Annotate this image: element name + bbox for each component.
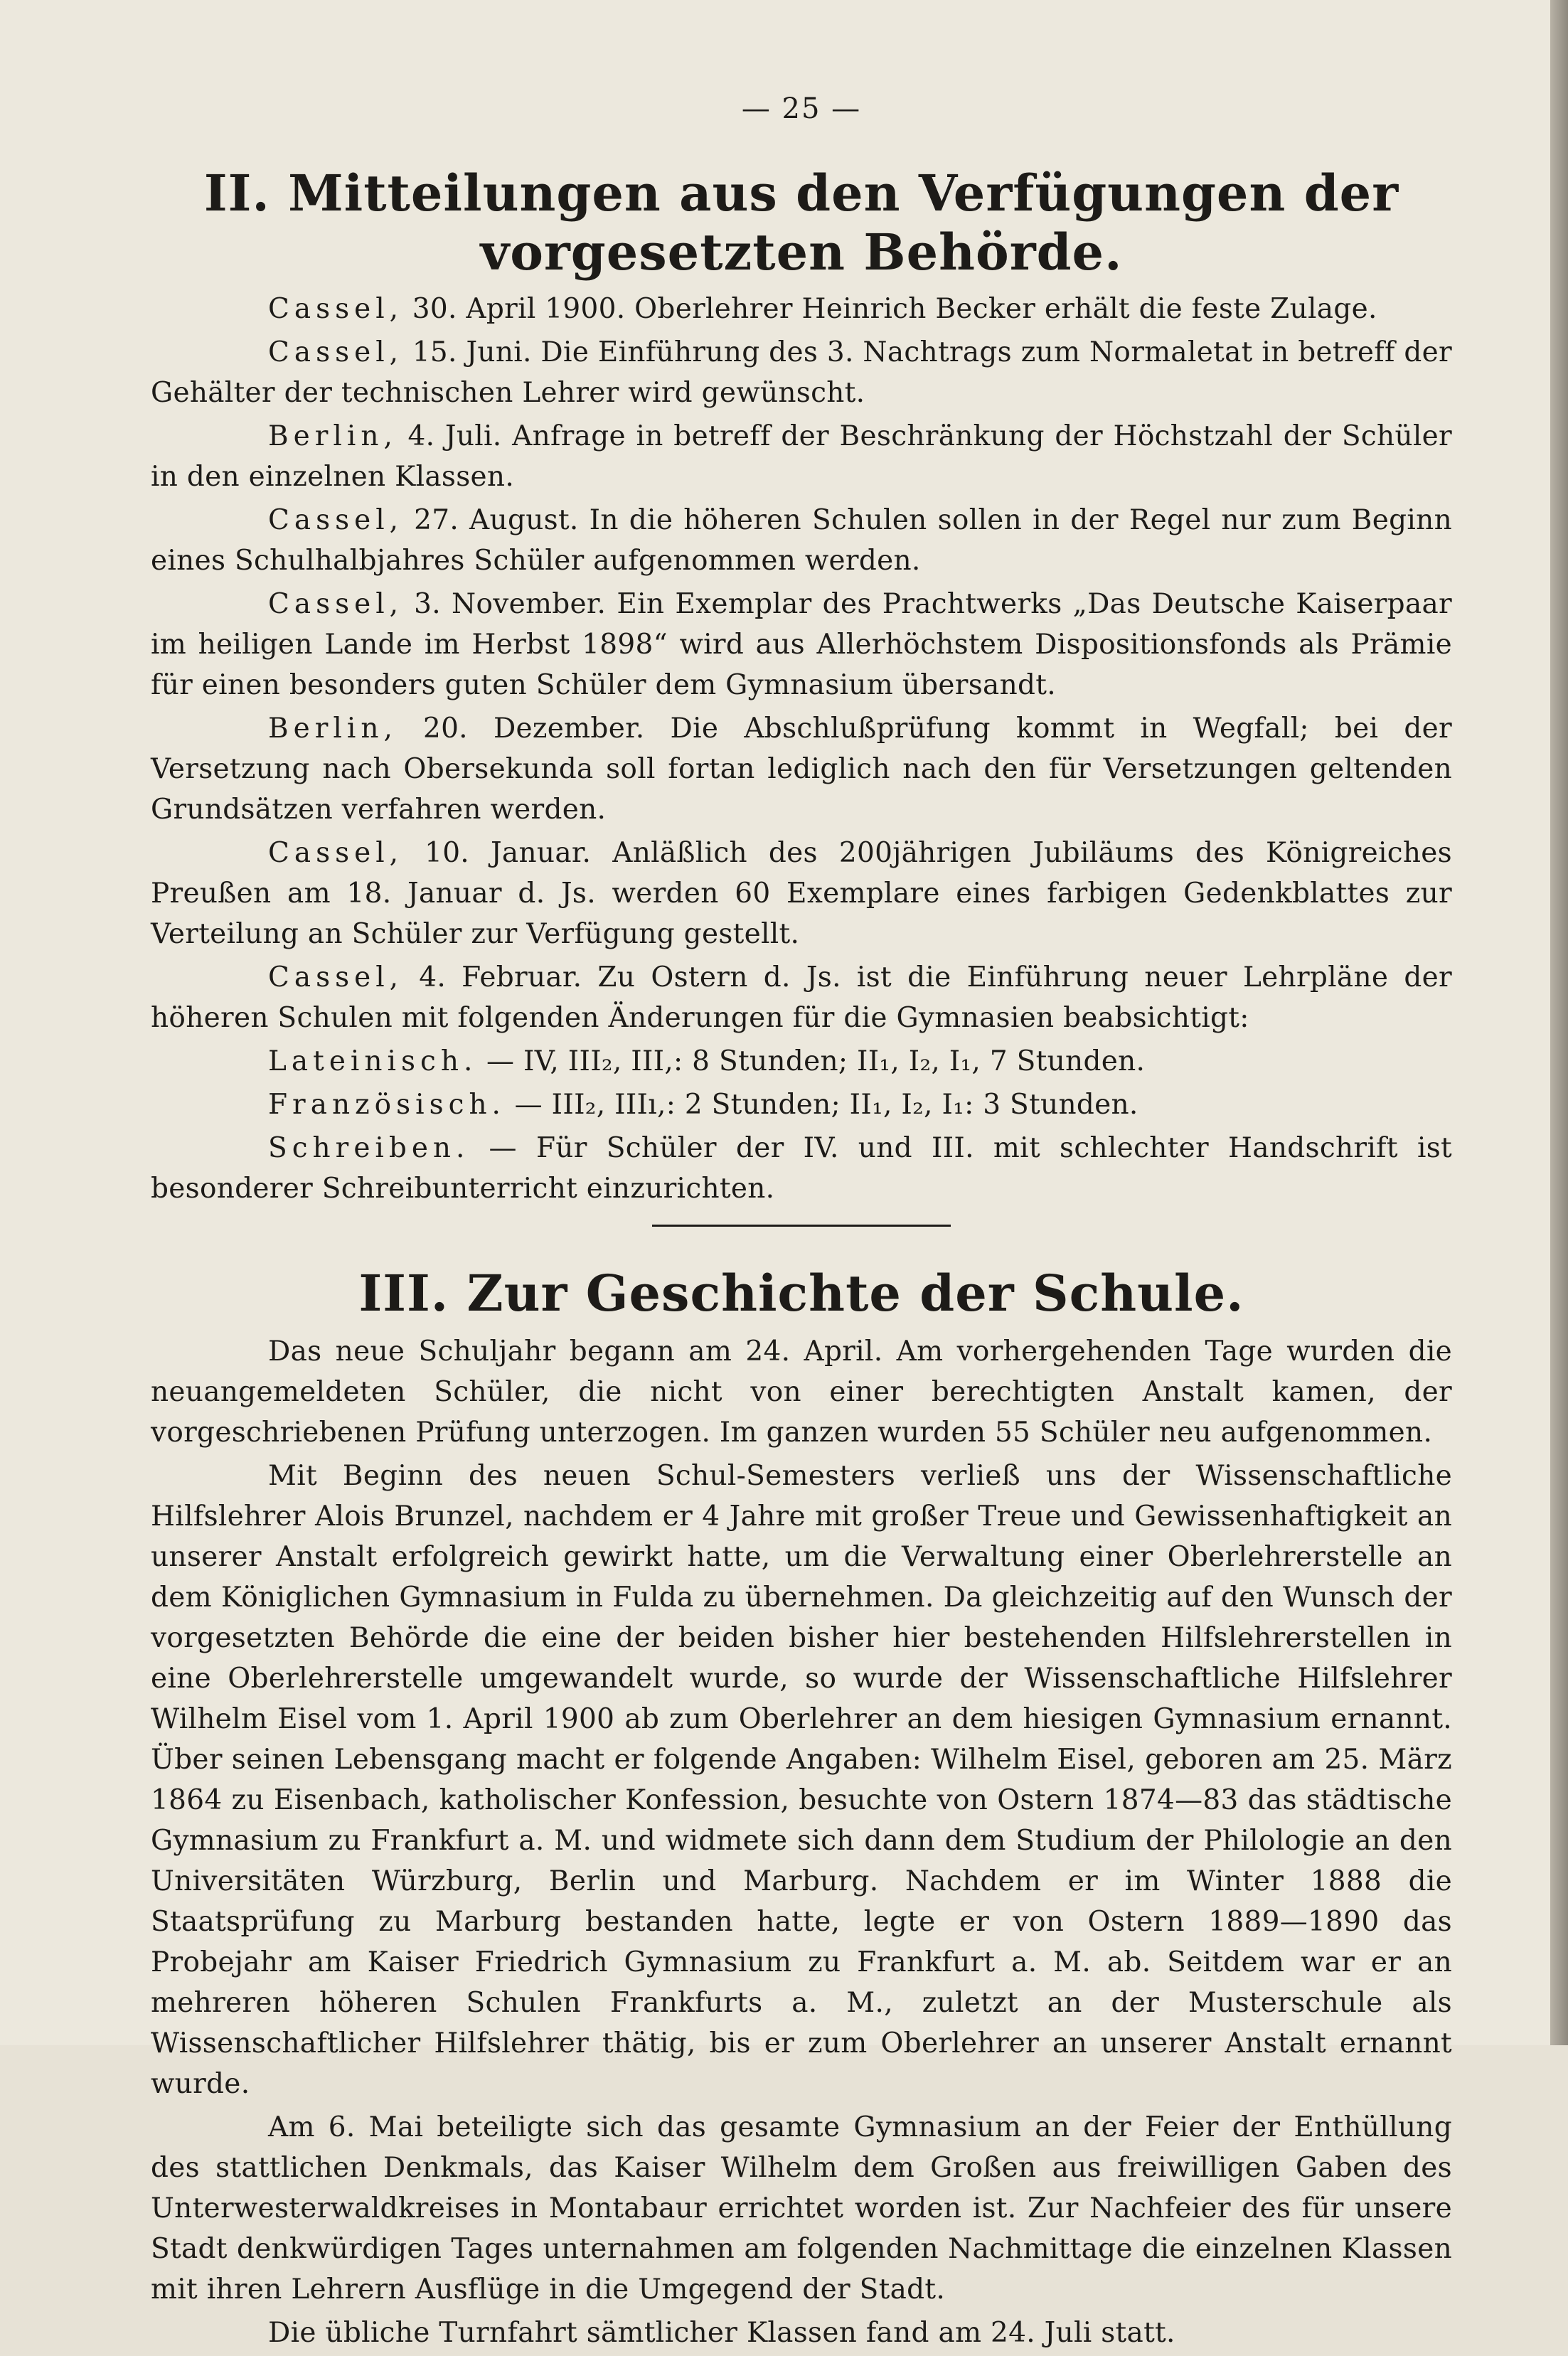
decree-place: Cassel, bbox=[268, 336, 404, 368]
subject-change-entry bbox=[151, 1128, 1452, 1209]
page-edge-shadow bbox=[1550, 0, 1568, 2045]
section-divider bbox=[652, 1225, 951, 1227]
subject-change-entry bbox=[151, 1041, 1452, 1082]
page-number: — 25 — bbox=[741, 92, 862, 125]
decree-entry bbox=[151, 416, 1452, 497]
decree-entry bbox=[151, 708, 1452, 830]
decree-text: 20. Dezember. Die Abschlußprüfung kommt in Wegfall; bei der Versetzung nach Obersekunda soll fortan lediglich nach den für Versetzungen geltenden Grundsätzen verfahren werden. bbox=[151, 713, 1453, 826]
decree-text: 3. November. Ein Exemplar des Prachtwerks „Das Deutsche Kaiserpaar im heiligen Lande im Herbst 1898“ wird aus Allerhöchstem Dispositionsfonds als Prämie für einen besonders guten Schüler dem Gymnasium übersandt. bbox=[151, 588, 1452, 701]
decree-entry bbox=[151, 289, 1452, 329]
subject-name: Lateinisch. bbox=[268, 1045, 478, 1077]
page-content bbox=[151, 92, 1452, 2356]
decree-place: Cassel, bbox=[268, 961, 404, 993]
decree-place: Cassel, bbox=[268, 504, 404, 536]
decree-entry bbox=[151, 332, 1452, 413]
section-2-heading: II. Mitteilungen aus den Verfügungen der vorgesetzten Behörde. bbox=[203, 164, 1399, 282]
chronicle-paragraph: Am 6. Mai beteiligte sich das gesamte Gymnasium an der Feier der Enthüllung des stattlichen Denkmals, das Kaiser Wilhelm dem Großen aus freiwilligen Gaben des Unterwesterwaldkreises in Montabaur errichtet worden ist. Zur Nachfeier des für unsere Stadt denkwürdigen Tages unternahmen am folgenden Nachmittage die einzelnen Klassen mit ihren Lehrern Ausflüge in die Umgegend der Stadt. bbox=[151, 2111, 1452, 2306]
chronicle-paragraph: Das neue Schuljahr begann am 24. April. Am vorhergehenden Tage wurden die neuangemeldeten Schüler, die nicht von einer berechtigten Anstalt kamen, der vorgeschriebenen Prüfung unterzogen. Im ganzen wurden 55 Schüler neu aufgenommen. bbox=[151, 1336, 1452, 1449]
decree-text: 4. Februar. Zu Ostern d. Js. ist die Einführung neuer Lehrpläne der höheren Schulen mit folgenden Änderungen für die Gymnasien beabsichtigt: bbox=[151, 961, 1452, 1034]
decree-place: Cassel, bbox=[268, 588, 404, 620]
decree-entry bbox=[151, 957, 1452, 1038]
decree-entry bbox=[151, 500, 1452, 581]
section-3-heading: III. Zur Geschichte der Schule. bbox=[358, 1264, 1244, 1323]
subject-hours: — III₂, IIIı,: 2 Stunden; II₁, I₂, I₁: 3 Stunden. bbox=[514, 1089, 1138, 1121]
decree-place: Cassel, bbox=[268, 293, 404, 325]
decree-text: 4. Juli. Anfrage in betreff der Beschränkung der Höchstzahl der Schüler in den einzelnen Klassen. bbox=[151, 420, 1452, 493]
subject-hours: — IV, III₂, III,: 8 Stunden; II₁, I₂, I₁, 7 Stunden. bbox=[486, 1045, 1146, 1077]
decree-text: 15. Juni. Die Einführung des 3. Nachtrags zum Normaletat in betreff der Gehälter der technischen Lehrer wird gewünscht. bbox=[151, 336, 1452, 409]
subject-hours: — Für Schüler der IV. und III. mit schlechter Handschrift ist besonderer Schreibunterricht einzurichten. bbox=[151, 1132, 1452, 1205]
subject-change-entry bbox=[151, 1084, 1452, 1125]
decree-place: Berlin, bbox=[268, 713, 398, 745]
decree-entry bbox=[151, 584, 1452, 705]
subject-name: Schreiben. bbox=[268, 1132, 470, 1164]
chronicle-paragraph: Die übliche Turnfahrt sämtlicher Klassen fand am 24. Juli statt. bbox=[268, 2317, 1175, 2349]
decree-text: 10. Januar. Anläßlich des 200jährigen Jubiläums des Königreiches Preußen am 18. Januar d. Js. werden 60 Exemplare eines farbigen Gedenkblattes zur Verteilung an Schüler zur Verfügung gestellt. bbox=[151, 837, 1452, 950]
decree-text: 30. April 1900. Oberlehrer Heinrich Becker erhält die feste Zulage. bbox=[412, 293, 1377, 325]
decree-place: Berlin, bbox=[268, 420, 398, 452]
decree-entry bbox=[151, 833, 1452, 954]
decree-place: Cassel, bbox=[268, 837, 404, 869]
decree-text: 27. August. In die höheren Schulen sollen in der Regel nur zum Beginn eines Schulhalbjahres Schüler aufgenommen werden. bbox=[151, 504, 1452, 577]
chronicle-paragraph: Mit Beginn des neuen Schul-Semesters verließ uns der Wissenschaftliche Hilfslehrer Alois Brunzel, nachdem er 4 Jahre mit großer Treue und Gewissenhaftigkeit an unserer Anstalt erfolgreich gewirkt hatte, um die Verwaltung einer Oberlehrerstelle an dem Königlichen Gymnasium in Fulda zu übernehmen. Da gleichzeitig auf den Wunsch der vorgesetzten Behörde die eine der beiden bisher hier bestehenden Hilfslehrerstellen in eine Oberlehrerstelle umgewandelt wurde, so wurde der Wissenschaftliche Hilfslehrer Wilhelm Eisel vom 1. April 1900 ab zum Oberlehrer an dem hiesigen Gymnasium ernannt. Über seinen Lebensgang macht er folgende Angaben: Wilhelm Eisel, geboren am 25. März 1864 zu Eisenbach, katholischer Konfession, besuchte von Ostern 1874—83 das städtische Gymnasium zu Frankfurt a. M. und widmete sich dann dem Studium der Philologie an den Universitäten Würzburg, Berlin und Marburg. Nachdem er im Winter 1888 die Staatsprüfung zu Marburg bestanden hatte, legte er von Ostern 1889—1890 das Probejahr am Kaiser Friedrich Gymnasium zu Frankfurt a. M. ab. Seitdem war er an mehreren höheren Schulen Frankfurts a. M., zuletzt an der Musterschule als Wissenschaftlicher Hilfslehrer thätig, bis er zum Oberlehrer an unserer Anstalt ernannt wurde. bbox=[151, 1460, 1452, 2100]
subject-name: Französisch. bbox=[268, 1089, 506, 1121]
